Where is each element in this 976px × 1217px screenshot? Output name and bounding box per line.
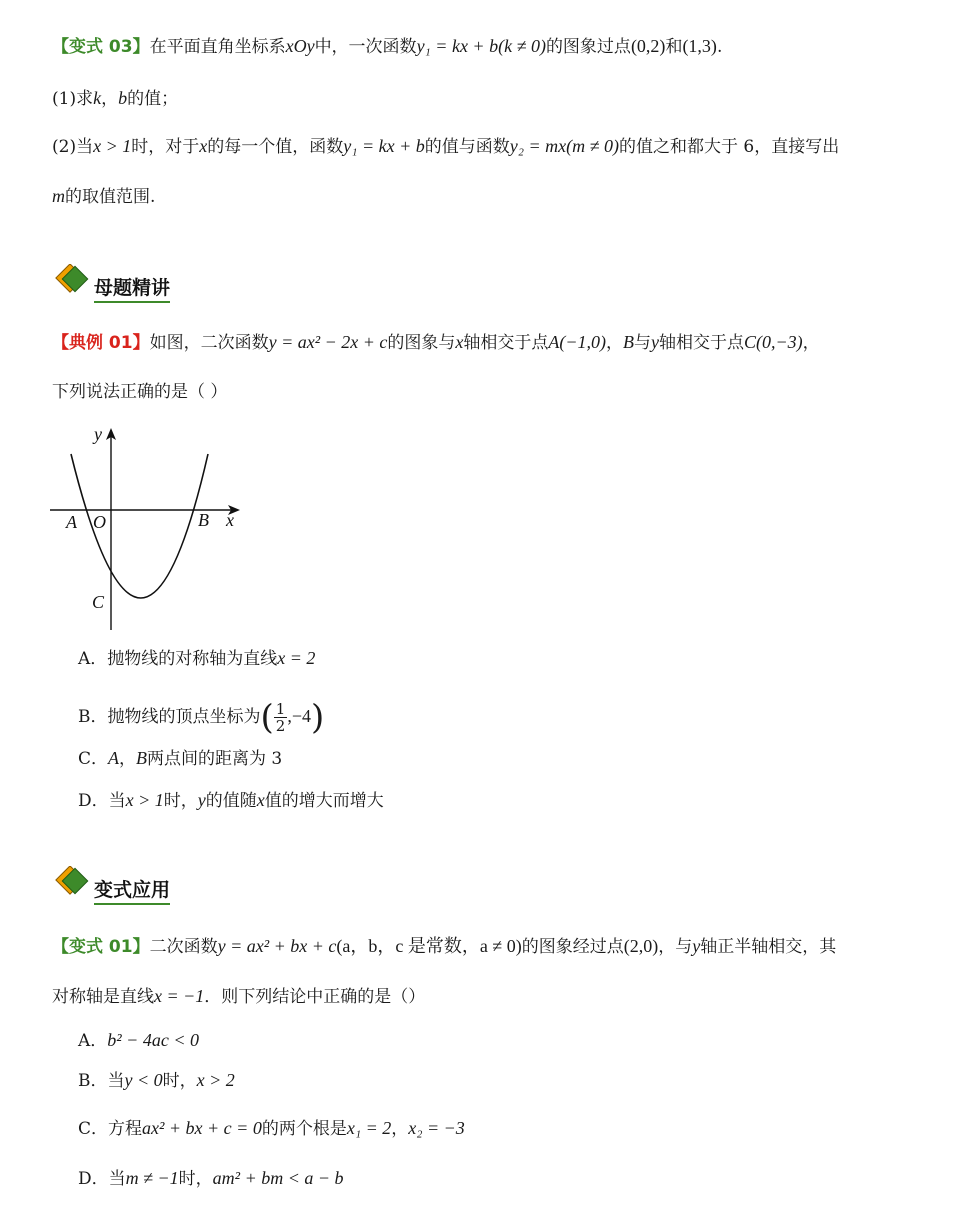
label-C: C	[92, 592, 105, 612]
math: y = ax² + bx + c	[217, 936, 337, 956]
text: 的两个根是	[261, 1119, 347, 1139]
variant03-q1	[52, 86, 178, 111]
text: 如图，二次函数	[149, 333, 269, 353]
text: A．抛物线的对称轴为直线	[78, 649, 278, 669]
paren: )	[310, 697, 325, 738]
text: 的图象与	[387, 333, 456, 353]
text: B．当	[78, 1071, 125, 1091]
math: y₁ = kx + b(k ≠ 0)	[416, 36, 546, 56]
text: 的值；	[127, 89, 179, 109]
math: m	[52, 186, 65, 206]
variant03-tag: 【变式 03】	[52, 37, 150, 57]
text: ．则下列结论中正确的是（）	[204, 987, 426, 1007]
math: x	[199, 136, 208, 156]
math: y	[692, 936, 701, 956]
example01-option-b[interactable]	[78, 696, 324, 738]
math: x > 2	[196, 1070, 235, 1090]
text: 的每一个值，函数	[207, 137, 344, 157]
math: k	[93, 88, 102, 108]
text: C．	[78, 749, 109, 769]
text: 的值与函数	[424, 137, 510, 157]
section-heading-variant	[52, 866, 252, 906]
text: 和	[665, 37, 683, 57]
den: 2	[275, 717, 286, 735]
text: 值的增大而增大	[264, 791, 384, 811]
text: (2)当	[52, 137, 94, 157]
math: y	[197, 790, 206, 810]
text: .	[716, 37, 723, 57]
text: 对称轴是直线	[52, 987, 154, 1007]
math: (a，b，c 是常数，a ≠ 0)	[336, 936, 522, 956]
math: xOy	[285, 36, 315, 56]
text: 两点间的距离为 3	[147, 749, 283, 769]
text: A．	[78, 1031, 108, 1051]
variant01-stem	[52, 934, 836, 959]
text: 轴相交于点	[463, 333, 549, 353]
math: am² + bm < a − b	[212, 1168, 344, 1188]
text: ，	[119, 749, 137, 769]
text: 轴相交于点	[659, 333, 745, 353]
math: x	[455, 332, 464, 352]
variant03-q2	[52, 134, 839, 159]
text: 时，对于	[131, 137, 200, 157]
math: A(−1,0)	[548, 332, 607, 352]
diamond-icon	[52, 264, 96, 300]
text: ，	[391, 1119, 409, 1139]
example01-stem-line2: 下列说法正确的是（ ）	[52, 382, 228, 402]
text: ，与	[658, 937, 693, 957]
text: (1)求	[52, 89, 94, 109]
text: 与	[634, 333, 652, 353]
math: (1,3)	[682, 36, 717, 56]
math: ,−4	[287, 706, 311, 726]
variant01-tag: 【变式 01】	[52, 937, 150, 957]
math: C(0,−3)	[744, 332, 803, 352]
parabola-curve	[71, 454, 208, 598]
math: b² − 4ac < 0	[107, 1030, 199, 1050]
example01-stem	[52, 330, 820, 355]
label-y: y	[94, 424, 102, 444]
math: B	[623, 332, 635, 352]
text: ，	[606, 333, 624, 353]
text: 中，一次函数	[314, 37, 417, 57]
math: (0,2)	[630, 36, 666, 56]
label-A: A	[66, 512, 77, 532]
math: y < 0	[124, 1070, 163, 1090]
variant01-option-c[interactable]	[78, 1116, 465, 1141]
parabola-figure	[48, 420, 248, 632]
text: 时，	[162, 1071, 197, 1091]
text: 的取值范围.	[65, 187, 156, 207]
math: y₂ = mx(m ≠ 0)	[509, 136, 620, 156]
text: 轴正半轴相交，其	[700, 937, 837, 957]
math: m ≠ −1	[125, 1168, 179, 1188]
text: 的值之和都大于 6，直接写出	[619, 137, 840, 157]
text: ，	[101, 89, 119, 109]
math: x₁ = 2	[346, 1118, 392, 1138]
variant03-stem	[52, 34, 722, 59]
num: 1	[275, 700, 286, 718]
example01-tag: 【典例 01】	[52, 333, 150, 353]
paren: (	[260, 697, 274, 738]
text: 的图象经过点	[521, 937, 624, 957]
text: ，	[802, 333, 820, 353]
section-title: 母题精讲	[94, 276, 170, 303]
example01-option-c[interactable]	[78, 746, 282, 771]
label-O: O	[93, 512, 106, 532]
math: x	[256, 790, 265, 810]
math: A	[108, 748, 120, 768]
text: 时，	[178, 1169, 213, 1189]
math: x₂ = −3	[408, 1118, 465, 1138]
variant01-option-d[interactable]	[78, 1166, 344, 1191]
math: ax² + bx + c = 0	[142, 1118, 262, 1138]
text: D．当	[78, 791, 126, 811]
example01-option-d[interactable]	[78, 788, 384, 813]
section-title: 变式应用	[94, 878, 170, 905]
variant01-option-b[interactable]	[78, 1068, 235, 1093]
label-B: B	[198, 510, 209, 530]
math: y = ax² − 2x + c	[268, 332, 388, 352]
fraction	[274, 701, 288, 734]
math: x = 2	[277, 648, 316, 668]
label-x: x	[226, 510, 234, 530]
math: y₁ = kx + b	[343, 136, 425, 156]
text: D．当	[78, 1169, 126, 1189]
text: C．方程	[78, 1119, 143, 1139]
text: 的值随	[205, 791, 257, 811]
text: 二次函数	[149, 937, 218, 957]
math: x > 1	[125, 790, 164, 810]
text: 的图象过点	[545, 37, 631, 57]
math: (2,0)	[623, 936, 659, 956]
text: B．抛物线的顶点坐标为	[78, 707, 261, 727]
diamond-icon	[52, 866, 96, 902]
text: 时，	[163, 791, 198, 811]
math: b	[118, 88, 128, 108]
example01-option-a[interactable]	[78, 646, 315, 671]
math: x = −1	[154, 986, 205, 1006]
math: x > 1	[93, 136, 132, 156]
text: 在平面直角坐标系	[149, 37, 286, 57]
variant03-q2-cont	[52, 184, 155, 209]
variant01-stem-line2	[52, 984, 425, 1009]
math: y	[651, 332, 660, 352]
section-heading-mother	[52, 264, 252, 304]
math: B	[136, 748, 148, 768]
variant01-option-a[interactable]	[78, 1028, 199, 1053]
